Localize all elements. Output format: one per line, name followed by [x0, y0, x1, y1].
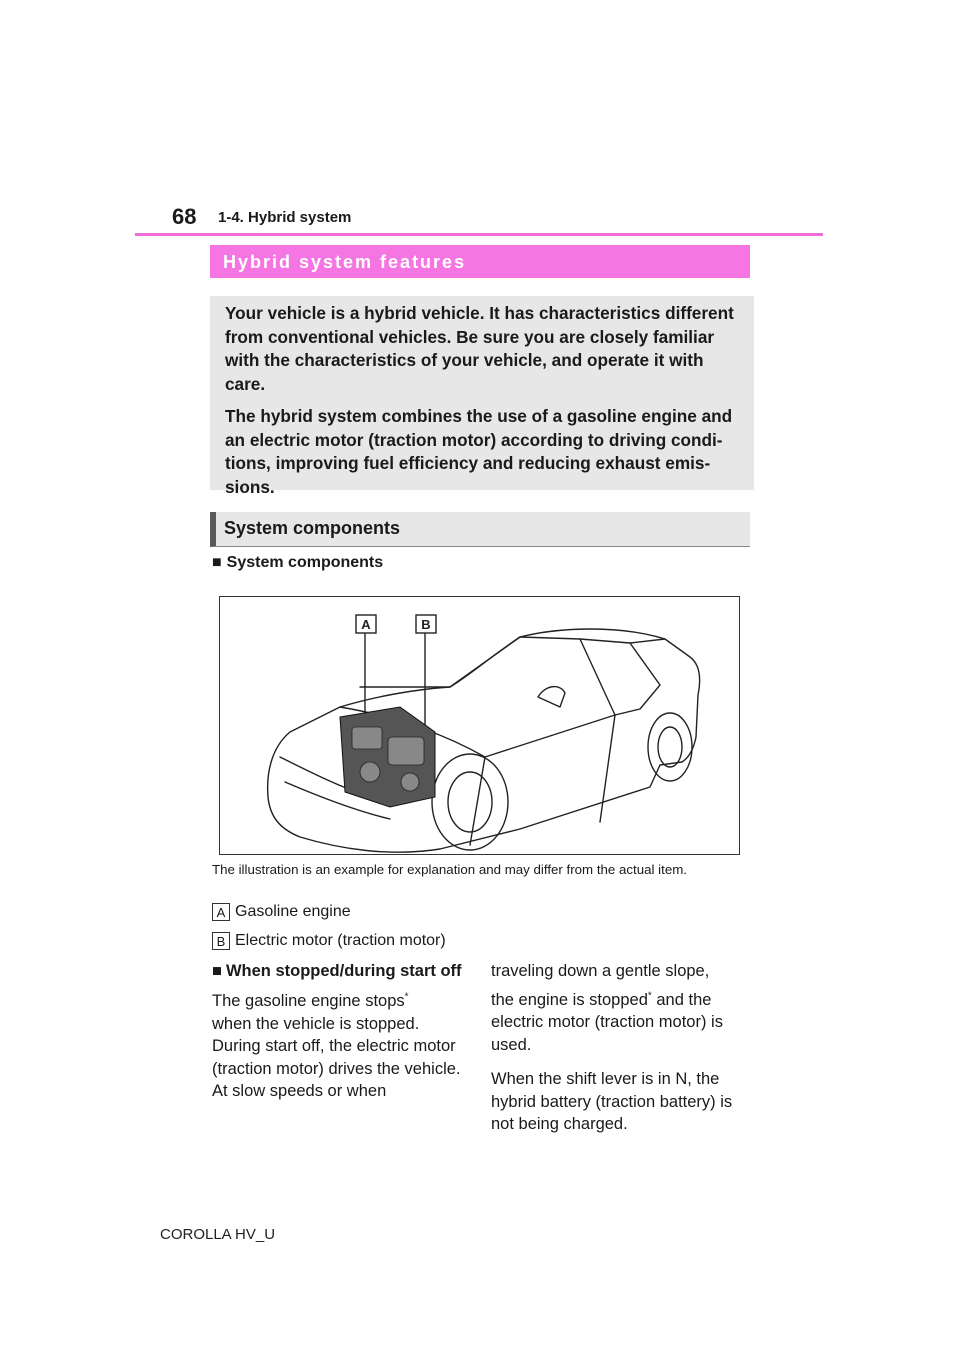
section-banner	[210, 245, 750, 278]
section-title: 1-4. Hybrid system	[218, 209, 352, 226]
stopped-right-paragraph-2	[491, 989, 753, 1057]
intro-box	[210, 296, 754, 497]
callout-b: B	[421, 617, 431, 632]
bullet-square-icon: ■	[212, 962, 222, 980]
stopped-heading	[212, 960, 470, 982]
legend-key-a: A	[212, 903, 230, 921]
legend-item-b	[212, 932, 446, 950]
legend-item-a	[212, 903, 351, 921]
left-column	[212, 960, 470, 1115]
car-drawing	[220, 597, 738, 853]
stopped-left-text-b: when the vehicle is stopped. During start off, the electric motor (traction motor) drives the vehicle. At slow speeds or when	[212, 1014, 461, 1100]
stopped-right-text-b: and the electric motor (traction motor) is used.	[491, 990, 723, 1054]
section-banner-title: Hybrid system features	[223, 252, 467, 272]
legend-text-b: Electric motor (traction motor)	[235, 932, 446, 950]
illustration-caption: The illustration is an example for explanation and may differ from the actual item.	[212, 862, 687, 877]
page-number: 68	[172, 204, 197, 229]
bullet-square-icon: ■	[212, 554, 222, 571]
legend-key-b: B	[212, 932, 230, 950]
stopped-heading-text: When stopped/during start off	[225, 962, 462, 980]
bullet-heading-text: System components	[226, 554, 384, 571]
bullet-heading	[212, 554, 383, 572]
legend-text-a: Gasoline engine	[235, 903, 351, 921]
intro-paragraph-2: The hybrid system combines the use of a gasoline engine and an electric motor (traction motor) according to driving condi-tions, improving fuel efficiency and reducing exhaust emis-sions.	[225, 406, 733, 497]
callout-a: A	[361, 617, 371, 632]
subsection-banner	[210, 512, 750, 547]
stopped-right-line-1: traveling down a gentle slope,	[491, 962, 710, 980]
right-column	[491, 960, 753, 1148]
footer-model: COROLLA HV_U	[160, 1226, 276, 1243]
car-illustration	[219, 596, 740, 855]
asterisk-note: *	[647, 990, 652, 1001]
subsection-title: System components	[224, 518, 401, 538]
stopped-left-paragraph	[212, 990, 470, 1103]
intro-paragraph-1: Your vehicle is a hybrid vehicle. It has characteristics different from conventional vehicles. Be sure you are closely familiar with the characteristics of your vehicle, and operate it with care.	[225, 303, 734, 394]
stopped-left-text-a: The gasoline engine stops	[212, 992, 405, 1010]
header-rule	[135, 233, 823, 236]
stopped-right-paragraph-3: When the shift lever is in N, the hybrid battery (traction battery) is not being charged.	[491, 1070, 733, 1133]
stopped-right-text-a: the engine is stopped	[491, 990, 648, 1009]
asterisk-note: *	[404, 991, 409, 1003]
